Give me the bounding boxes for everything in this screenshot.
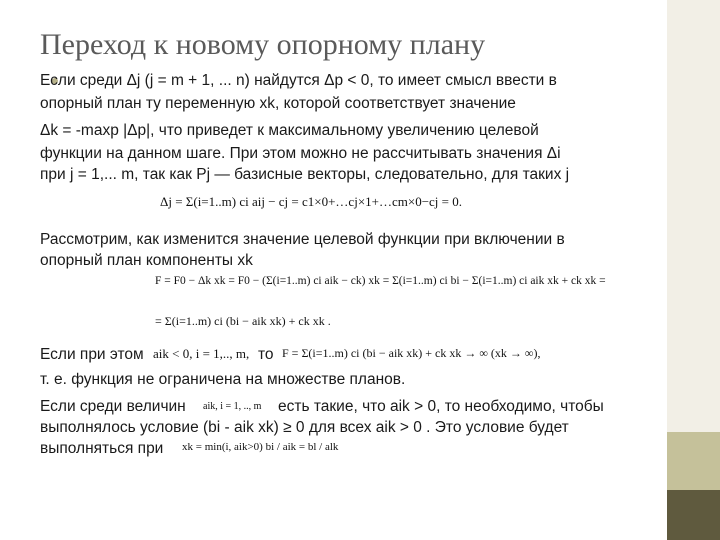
text-line: есть такие, что aik > 0, то необходимо, чтобы	[278, 398, 604, 415]
formula-min-ratio: xk = min(i, aik>0) bi / aik = bl / alk	[182, 441, 339, 453]
text-line: при j = 1,... m, так как Pj — базисные векторы, следовательно, для таких j	[40, 166, 570, 183]
formula-aik-range: aik, i = 1, .., m	[203, 401, 262, 412]
text-line: то	[258, 346, 274, 363]
text-line: Рассмотрим, как изменится значение целевой функции при включении в	[40, 231, 565, 248]
formula-unbounded: F = Σ(i=1..m) ci (bi − aik xk) + ck xk → ∞ (xk → ∞),	[282, 346, 541, 360]
text-line: выполняться при	[40, 440, 164, 457]
text-line: опорный план ту переменную xk, которой соответствует значение	[40, 95, 516, 112]
formula-objective-change: F = F0 − Δk xk = F0 − (Σ(i=1..m) ci aik − ck) xk = Σ(i=1..m) ci bi − Σ(i=1..m) ci aik xk + ck xk =	[155, 275, 606, 287]
text-line: выполнялось условие (bi - aik xk) ≥ 0 для всех aik > 0 . Это условие будет	[40, 419, 569, 436]
formula-delta-j: Δj = Σ(i=1..m) ci aij − cj = c1×0+…cj×1+…cm×0−cj = 0.	[160, 194, 462, 209]
slide-title: Переход к новому опорному плану	[40, 28, 486, 61]
text-line: функции на данном шаге. При этом можно не рассчитывать значения Δi	[40, 145, 561, 162]
text-line: т. е. функция не ограничена на множестве планов.	[40, 371, 406, 388]
text-line: Δk = -maxp |Δp|, что приведет к максимальному увеличению целевой	[40, 122, 539, 139]
text-line: Если среди величин	[40, 398, 186, 415]
text-line: Если среди Δj (j = m + 1, ... n) найдутся Δp < 0, то имеет смысл ввести в	[40, 72, 557, 89]
text-line: опорный план компоненты xk	[40, 252, 253, 269]
formula-condition-negative: aik < 0, i = 1,.., m,	[153, 346, 250, 361]
formula-objective-sum: = Σ(i=1..m) ci (bi − aik xk) + ck xk .	[155, 314, 331, 328]
text-line: Если при этом	[40, 346, 144, 363]
sidebar-accent-dark	[667, 490, 720, 540]
sidebar-accent-light	[667, 432, 720, 490]
